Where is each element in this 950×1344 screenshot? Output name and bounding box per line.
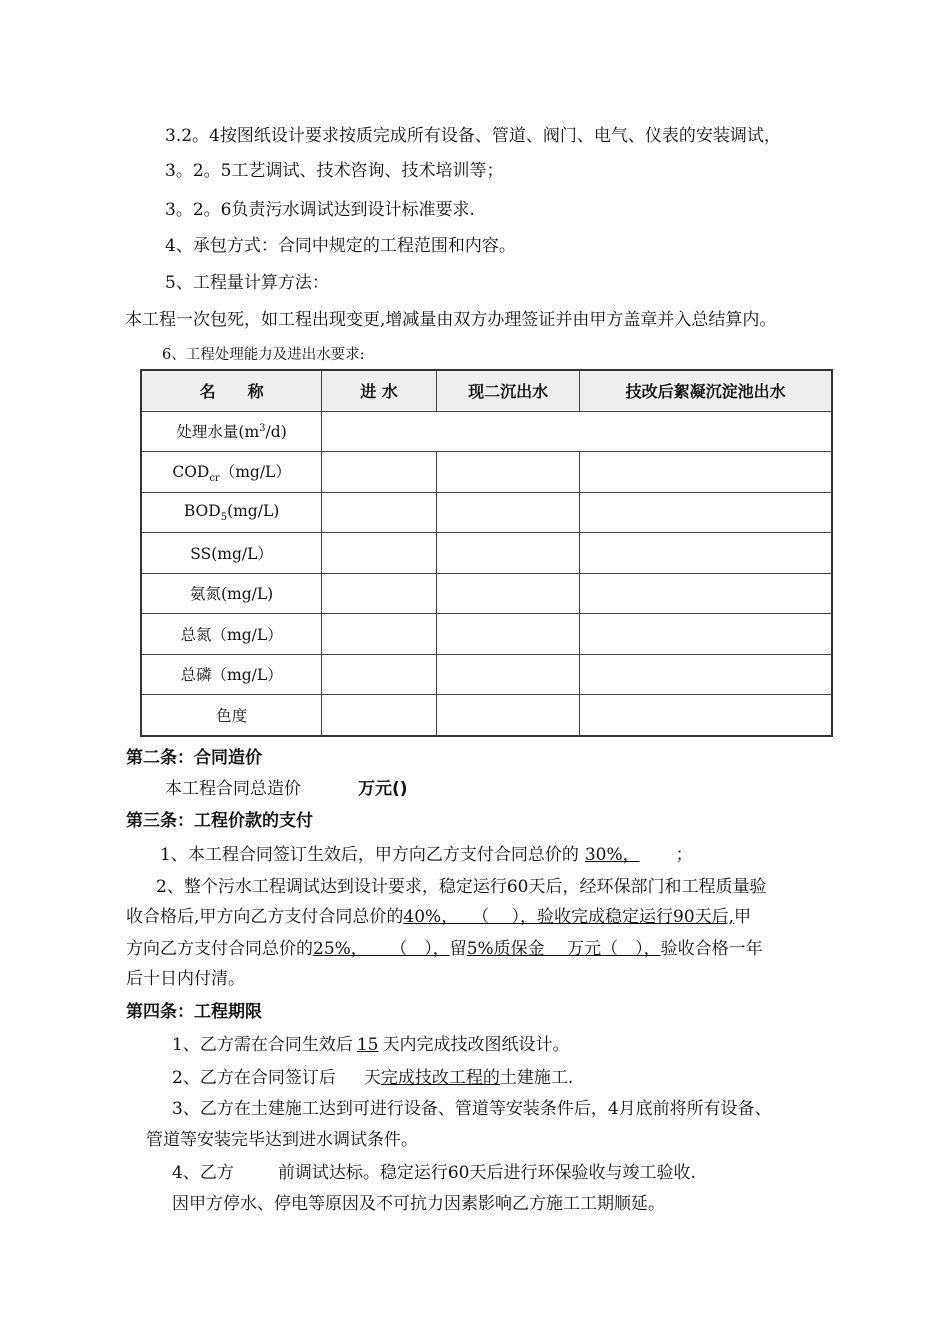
- article-2-text: 本工程合同总造价: [165, 779, 301, 799]
- table-row: [141, 533, 832, 574]
- table-cell: [436, 452, 580, 493]
- article-4-item-4: 4、乙方 前调试达标。稳定运行60天后进行环保验收与竣工验收.: [172, 1163, 696, 1183]
- row-label-capacity: 处理水量$(m^3/d)$: [141, 411, 322, 452]
- clause-5-body: 本工程一次包死，如工程出现变更,增减量由双方办理签证并由甲方盖章并入总结算内。: [125, 310, 777, 330]
- table-cell: [322, 452, 437, 493]
- table-cell: [322, 654, 437, 695]
- row-label-cod: $COD_{cr}(mg/L)$: [141, 452, 322, 493]
- table-cell: [580, 695, 832, 736]
- clause-3-2-5: 3。2。5工艺调试、技术咨询、技术培训等；: [165, 161, 504, 181]
- table-cell: [580, 573, 832, 614]
- article-4-item-2: 2、乙方在合同签订后 天完成技改工程的土建施工.: [172, 1068, 574, 1088]
- table-cell: [436, 654, 580, 695]
- table-cell: [436, 573, 580, 614]
- table-row: [141, 411, 832, 452]
- table-cell: [580, 533, 832, 574]
- article-3-item-2: 2、整个污水工程调试达到设计要求，稳定运行60天后，经环保部门和工程质量验: [156, 877, 767, 897]
- table-cell: [436, 695, 580, 736]
- table-cell: [322, 614, 437, 655]
- row-label-chroma: 色度: [141, 695, 322, 736]
- table-cell: [322, 533, 437, 574]
- article-4-heading: 第四条：工程期限: [126, 1002, 262, 1022]
- article-3-item-1: 1、本工程合同签订生效后，甲方向乙方支付合同总价的 30%， ；: [160, 845, 693, 865]
- row-label-total-phosphorus: 总磷（mg/L）: [141, 654, 322, 695]
- article-4-force-majeure: 因甲方停水、停电等原因及不可抗力因素影响乙方施工工期顺延。: [172, 1194, 665, 1214]
- table-cell: [322, 573, 437, 614]
- header-secondary-effluent: 现二沉出水: [436, 370, 580, 411]
- clause-4: 4、承包方式：合同中规定的工程范围和内容。: [165, 236, 516, 256]
- table-cell: [580, 654, 832, 695]
- table-cell: [580, 452, 832, 493]
- article-3-item-2-end: 后十日内付清。: [126, 969, 245, 989]
- table-row: [141, 695, 832, 736]
- article-3-item-2-cont: 收合格后,甲方向乙方支付合同总价的40%， （ ），验收完成稳定运行90天后,甲: [126, 907, 752, 927]
- row-label-bod: $BOD_5(mg/L)$: [141, 492, 322, 533]
- header-upgraded-effluent: 技改后絮凝沉淀池出水: [580, 370, 832, 411]
- row-label-ammonia: 氨氮(mg/L): [141, 573, 322, 614]
- table-cell: [580, 492, 832, 533]
- table-row: [141, 654, 832, 695]
- table-cell: [580, 614, 832, 655]
- water-quality-table: [140, 369, 833, 737]
- row-label-ss: SS(mg/L）: [141, 533, 322, 574]
- table-cell: [322, 492, 437, 533]
- article-3-heading: 第三条：工程价款的支付: [126, 811, 313, 831]
- table-cell: [436, 533, 580, 574]
- article-4-item-1: 1、乙方需在合同生效后 15 天内完成技改图纸设计。: [172, 1035, 570, 1055]
- table-row: [141, 492, 832, 533]
- article-2-unit: 万元(): [358, 779, 408, 799]
- article-2-heading: 第二条：合同造价: [126, 748, 262, 768]
- clause-3-2-6: 3。2。6负责污水调试达到设计标准要求.: [165, 200, 475, 220]
- clause-6: 6、工程处理能力及进出水要求:: [162, 347, 365, 363]
- table-row: [141, 614, 832, 655]
- clause-5: 5、工程量计算方法：: [165, 273, 329, 293]
- table-row: [141, 573, 832, 614]
- article-3-item-2-cont2: 方向乙方支付合同总价的25%， （ ），留5%质保金 万元（ ），验收合格一年: [126, 939, 763, 959]
- row-label-total-nitrogen: 总氮（mg/L）: [141, 614, 322, 655]
- table-header-row: [141, 370, 832, 411]
- table-cell: [436, 492, 580, 533]
- table-cell: [322, 695, 437, 736]
- table-row: [141, 452, 832, 493]
- article-4-item-3: 3、乙方在土建施工达到可进行设备、管道等安装条件后，4月底前将所有设备、: [172, 1099, 772, 1119]
- article-4-item-3-cont: 管道等安装完毕达到进水调试条件。: [146, 1130, 418, 1150]
- header-inflow: 进 水: [322, 370, 437, 411]
- header-name: 名 称: [141, 370, 322, 411]
- clause-3-2-4: 3.2。4按图纸设计要求按质完成所有设备、管道、阀门、电气、仪表的安装调试，: [165, 126, 781, 146]
- table-cell: [436, 614, 580, 655]
- capacity-value-cell: [322, 411, 832, 452]
